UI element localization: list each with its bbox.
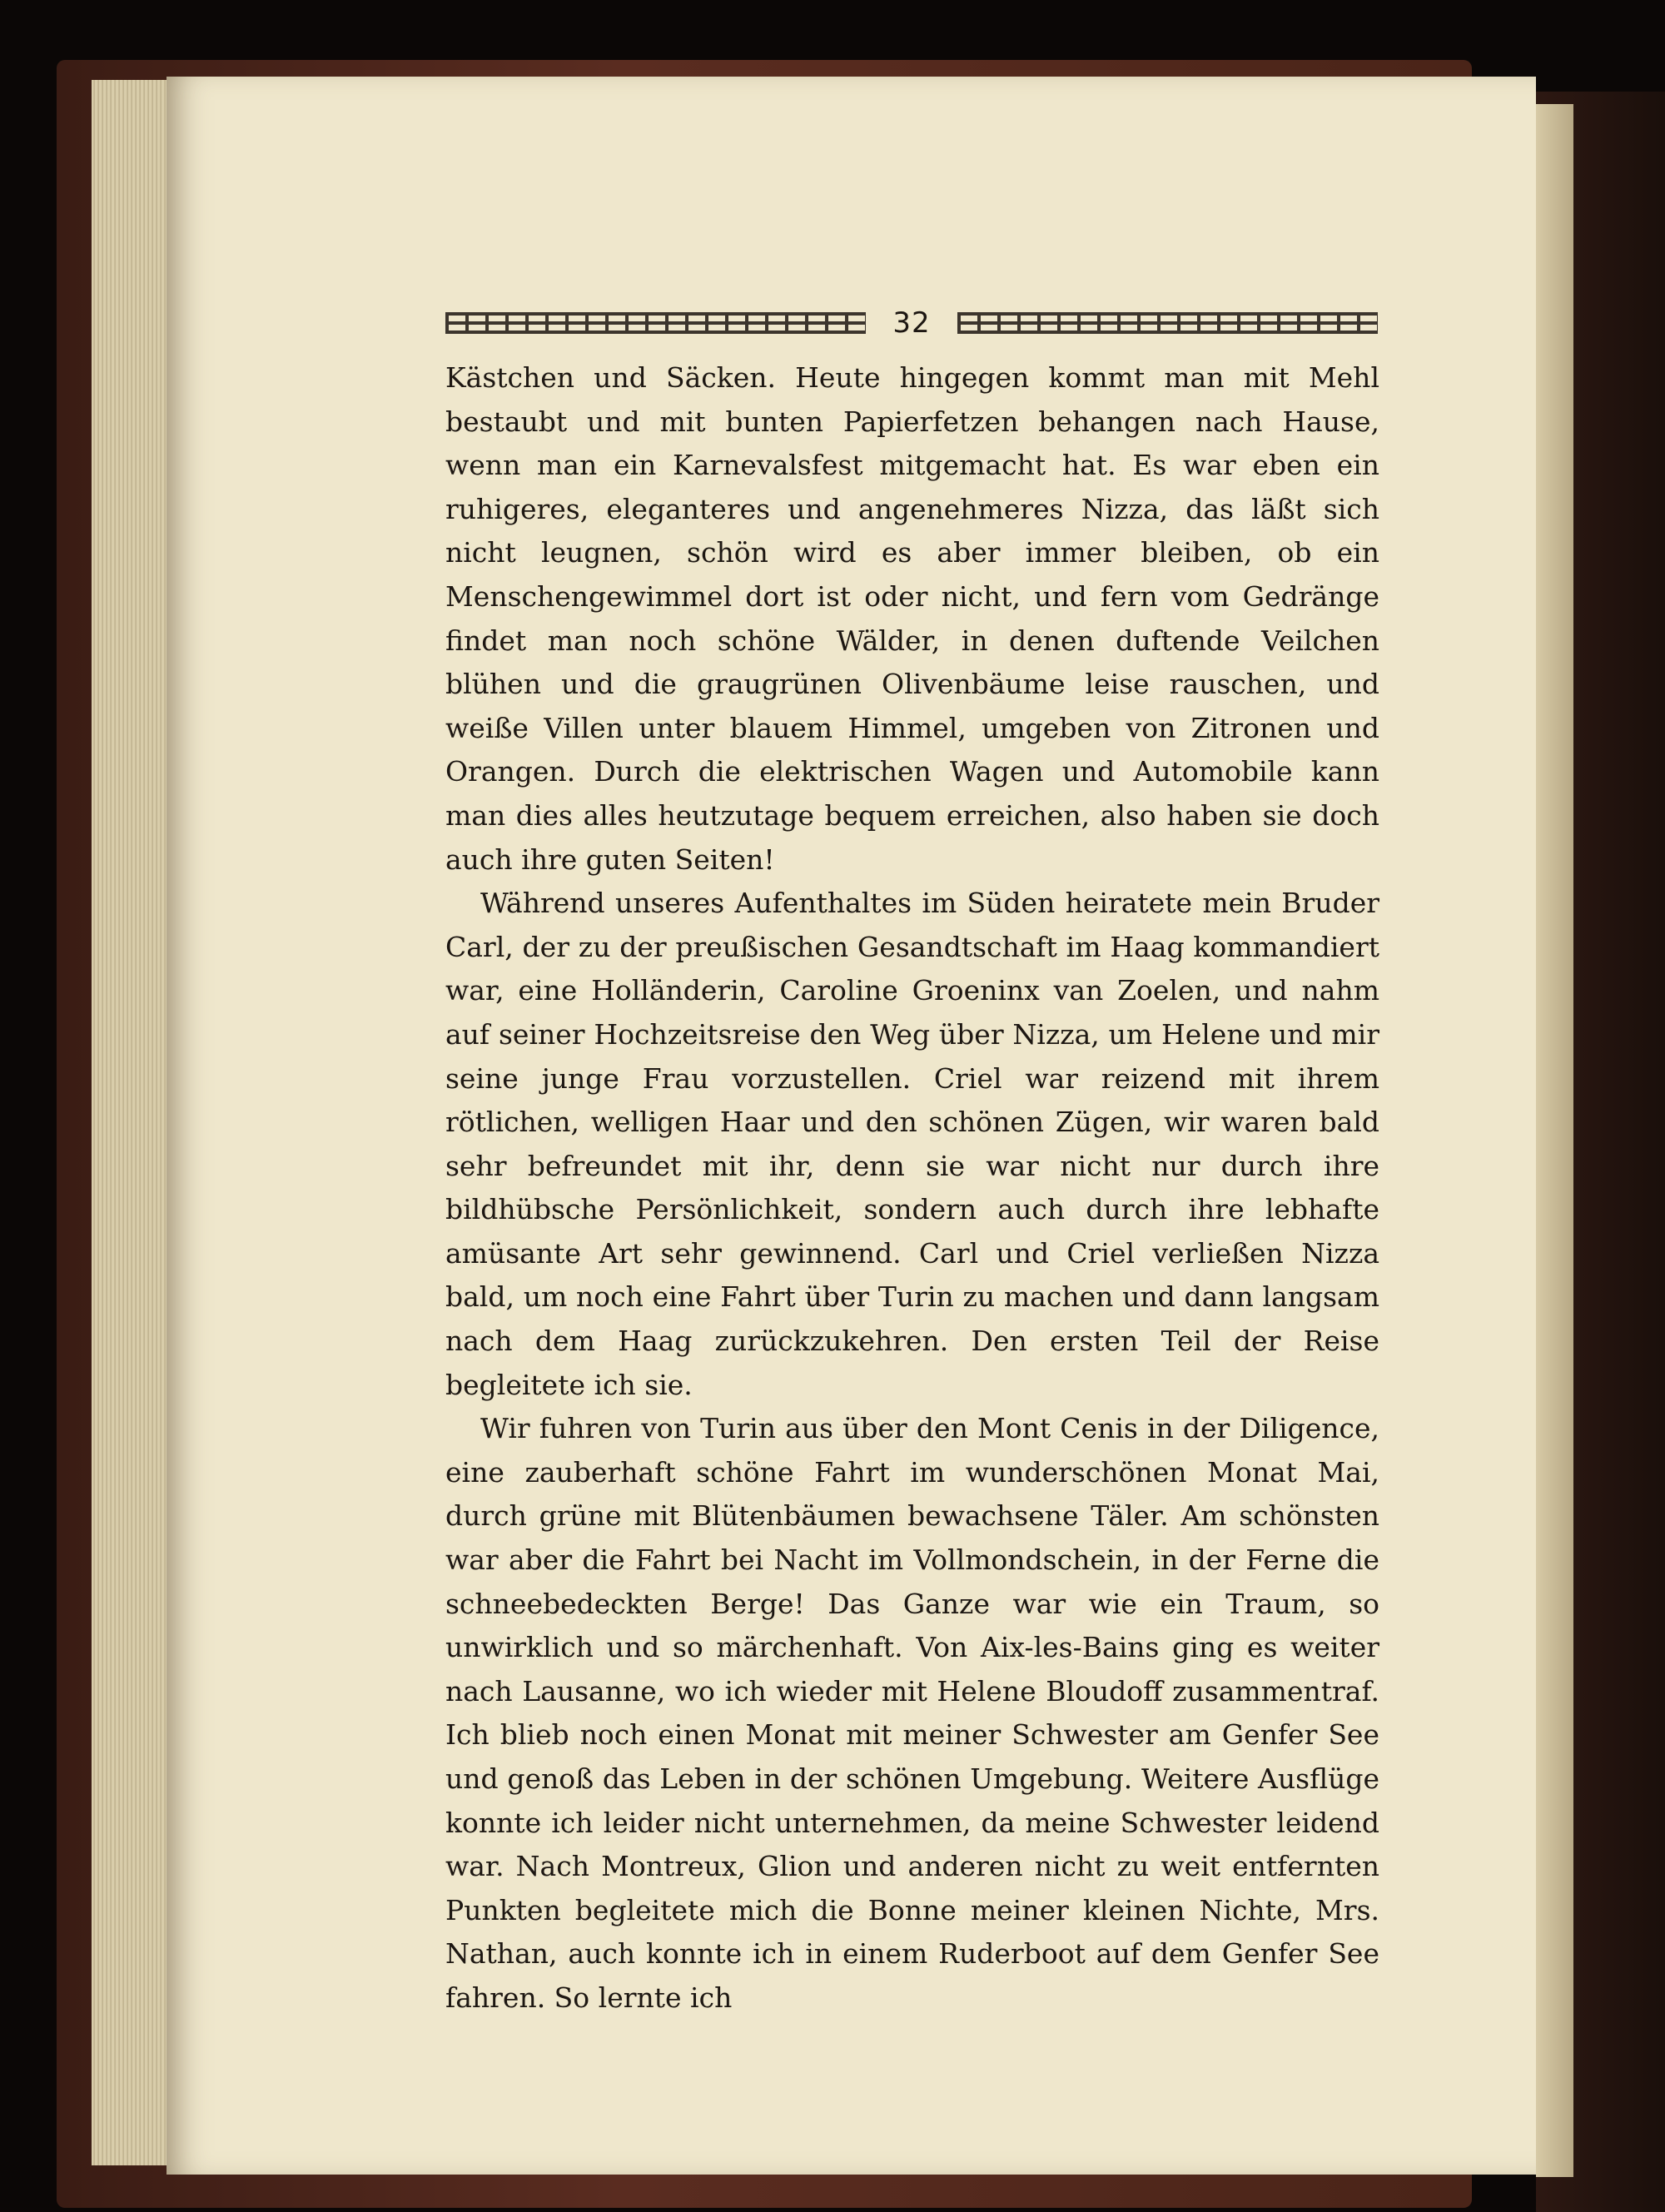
- page-header: [445, 306, 1378, 340]
- body-text: [445, 356, 1379, 2021]
- meander-ornament-right: [957, 312, 1378, 334]
- paragraph: Kästchen und Säcken. Heute hingegen kommt man mit Mehl bestaubt und mit bunten Papierfetzen behangen nach Hause, wenn man ein Karnevalsfest mitgemacht hat. Es war eben ein ruhigeres, eleganteres und angenehmeres Nizza, das läßt sich nicht leugnen, schön wird es aber immer bleiben, ob ein Menschengewimmel dort ist oder nicht, und fern vom Gedränge findet man noch schöne Wälder, in denen duftende Veilchen blühen und die graugrünen Olivenbäume leise rauschen, und weiße Villen unter blauem Himmel, umgeben von Zitronen und Orangen. Durch die elektrischen Wagen und Automobile kann man dies alles heutzutage bequem erreichen, also haben sie doch auch ihre guten Seiten!: [445, 361, 1379, 876]
- paragraph: Wir fuhren von Turin aus über den Mont Cenis in der Diligence, eine zauberhaft schöne Fahrt im wunderschönen Monat Mai, durch grüne mit Blütenbäumen bewachsene Täler. Am schönsten war aber die Fahrt bei Nacht im Vollmondschein, in der Ferne die schneebedeckten Berge! Das Ganze war wie ein Traum, so unwirklich und so märchenhaft. Von Aix-les-Bains ging es weiter nach Lausanne, wo ich wieder mit Helene Bloudoff zusammentraf. Ich blieb noch einen Monat mit meiner Schwester am Genfer See und genoß das Leben in der schönen Umgebung. Weitere Ausflüge konnte ich leider nicht unternehmen, da meine Schwester leidend war. Nach Montreux, Glion und anderen nicht zu weit entfernten Punkten begleitete mich die Bonne meiner kleinen Nichte, Mrs. Nathan, auch konnte ich in einem Ruderboot auf dem Genfer See fahren. So lernte ich: [445, 1412, 1379, 2014]
- paragraph: Während unseres Aufenthaltes im Süden heiratete mein Bruder Carl, der zu der preußischen Gesandtschaft im Haag kommandiert war, eine Holländerin, Caroline Groeninx van Zoelen, und nahm auf seiner Hochzeitsreise den Weg über Nizza, um Helene und mir seine junge Frau vorzustellen. Criel war reizend mit ihrem rötlichen, welligen Haar und den schönen Zügen, wir waren bald sehr befreundet mit ihr, denn sie war nicht nur durch ihre bildhübsche Persönlichkeit, sondern auch durch ihre lebhafte amüsante Art sehr gewinnend. Carl und Criel verließen Nizza bald, um noch eine Fahrt über Turin zu machen und dann langsam nach dem Haag zurückzukehren. Den ersten Teil der Reise begleitete ich sie.: [445, 887, 1379, 1401]
- meander-ornament-left: [445, 312, 866, 334]
- page-number: 32: [892, 306, 931, 340]
- next-page-edge: [1536, 104, 1573, 2177]
